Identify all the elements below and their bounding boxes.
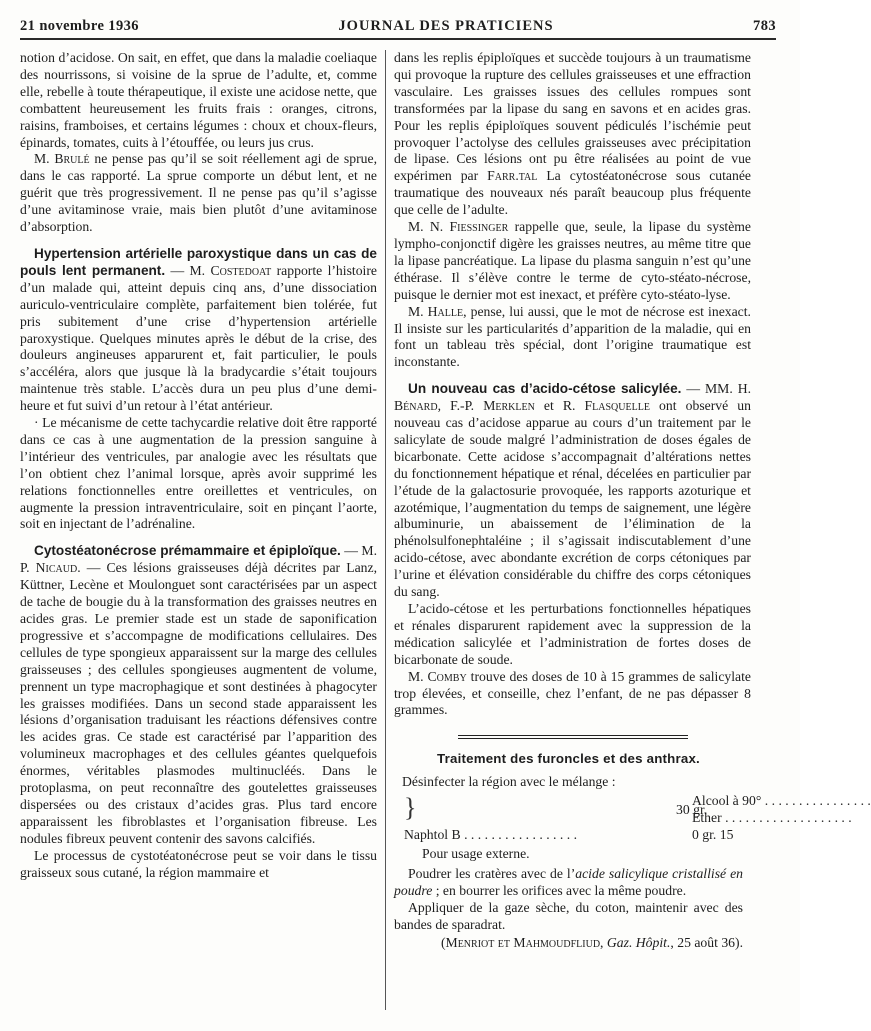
leader-dots: . . . . . . . . . . . . . . . . . [460, 826, 577, 842]
citation [394, 935, 743, 952]
author-name: M. Comby [408, 668, 467, 684]
paragraph [394, 219, 751, 304]
step-text: Poudrer les cratères avec de l’ [408, 865, 576, 881]
author-name: M. Halle [408, 303, 464, 319]
paragraph [20, 151, 377, 236]
prescription-title: Traitement des furoncles et des anthrax. [437, 751, 700, 767]
section-acido-cetose [394, 381, 751, 601]
paragraph [394, 50, 751, 219]
paragraph: L’acido-cétose et les perturbations fonctionnelles hépatiques et rénales disparurent rapidement avec la suppression de la médication salicylée et l’administration de fortes doses de bicarbonate de soude. [394, 601, 751, 667]
citation-date: , 25 août 36). [670, 935, 743, 951]
prescription-step: Appliquer de la gaze sèche, du coton, maintenir avec des bandes de sparadrat. [394, 899, 743, 932]
section-separator [458, 735, 688, 739]
paragraph-text: rappelle que, seule, la lipase du système lympho-conjonctif digère les graisses neutres, au même titre que la lipase pancréatique. La lipase du plasma sanguin n’est qu’une éthérase. Il s’élève contre le terme de cyto-stéato-nécrose, puisque le dernier mot est inexact, et préfère cyto-stéato-lyse. [394, 219, 752, 302]
paragraph-text: trouve des doses de 10 à 15 grammes de salicylate trop élevées, et conseille, chez l’enfant, de ne pas dépasser 8 grammes. [394, 668, 751, 718]
author-name: M. Brulé [34, 151, 90, 167]
section-hypertension [20, 246, 377, 415]
page-header [20, 14, 776, 40]
dash: — [165, 262, 190, 278]
author-name: M. N. Fiessinger [408, 219, 509, 235]
leader-dots: . . . . . . . . . . . . . . . . . . . [721, 810, 852, 826]
paragraph-text: dans les replis épiploïques et succède toujours à un traumatisme qui provoque la rupture des cellules graisseuses et une effraction vasculaire. Les graisses issues des cellules rompues sont transformées par la lipase du sang en savons et en acides gras. Pour les replis épiploïques souvent pédiculés l’ischémie peut provoquer l’actolyse des cellules graisseuses avec précipitation de lipase. Ces lésions ont pu être réalisées au point de vue expérimen par [394, 50, 751, 184]
leader-dots: . . . . . . . . . . . . . . . . [761, 793, 871, 809]
step-emphasis: acide salicylique cristallisé en poudre [394, 865, 744, 898]
header-date: 21 novembre 1936 [20, 17, 139, 34]
prescription-box [394, 751, 871, 952]
author-names: H. Bénard, F.-P. Merklen [394, 381, 751, 414]
paragraph: notion d’acidose. On sait, en effet, que dans la maladie coeliaque des nourrissons, si voisine de la sprue de l’adulte, et, comme elle, rebelle à toute thérapeutique, il existe une acidose nette, que combattent heureusement les fruits frais : oranges, citrons, raisins, framboises, et certains légumes : choux et choux-fleurs, épinards, tomates, cuits à l’étouffée, ou leurs jus crus. [20, 50, 377, 150]
paragraph-text: , pense, lui aussi, que le mot de nécrose est inexact. Il insiste sur les particularités d’apparition de la maladie, qui en font un tableau très spécial, dont l’origine traumatique est inconstante. [394, 303, 751, 370]
paragraph-text: ont observé un nouveau cas d’acidose apparue au cours d’un traitement par le salicylate de soude malgré l’administration de doses égales de bicarbonate. Cette acidose s’accompagnait d’altérations nettes du fonctionnement hépatique et rénal, décelées en particulier par l’étude de la galactosurie provoquée, les rapports azoturique et azotémique, l’augmentation du temps de saignement, une légère albuminurie, un abaissement de l’élimination de la phénolsulfonephtaléine ; il s’agissait indiscutablement d’une acido-cétose, avec abondante excrétion de corps cétoniques par l’urine et élévation considérable du chiffre des corps cétoniques du sang. [394, 398, 751, 600]
citation-authors: Menriot et Mahmoudfliud [445, 935, 601, 951]
ingredient-list [404, 793, 871, 844]
step-text: ; en bourrer les orifices avec la même poudre. [432, 882, 687, 898]
author-name: R. Flasquelle [562, 398, 650, 414]
paragraph-text: rapporte l’histoire d’un malade qui, atteint depuis cinq ans, d’une dissociation auriculo-ventriculaire complète, parfaitement bien tolérée, fut pris subitement d’une crise d’hypertension artérielle paroxystique. Quelques minutes après le début de la crise, des douleurs angineuses apparurent et, fait particulier, le pouls s’accéléra, alors que jusque là la bradycardie s’était toujours maintenue très stable. L’accès dura un peu plus d’une demi-heure et fut suivi d’un retour à l’état antérieur. [20, 262, 377, 414]
prescription-step [394, 866, 743, 900]
usage-note: Pour usage externe. [422, 845, 530, 861]
paragraph [394, 304, 751, 372]
author-name: Farr.tal [487, 168, 538, 184]
ingredient-name: Ether [692, 810, 722, 826]
dash: — [340, 543, 362, 559]
section-title: Hypertension artérielle paroxystique dans un cas de pouls lent permanent. [20, 245, 377, 278]
spacer [676, 827, 692, 844]
ingredient-dose: 0 gr. 15 [692, 826, 734, 842]
paragraph [394, 669, 751, 720]
paragraph-text: La cytostéatonécrose sous cutanée traumatique des nouveaux nés paraît beaucoup plus fréquente que celle de l’adulte. [394, 168, 752, 218]
author-name: M. P. Nicaud [20, 543, 377, 576]
section-title: Un nouveau cas d’acido-cétose salicylée. [408, 381, 682, 397]
ingredient-ether [692, 810, 852, 827]
paragraph: · Le mécanisme de cette tachycardie relative doit être rapporté dans ce cas à une augmentation de la pression sanguine à l’intérieur des ventricules, par analogie avec les résultats que l’on obtient chez l’animal lorsque, après avoir supprimé les relations fonctionnelles entre oreillettes et ventricules, on augmente la pression intraventriculaire, soit en pinçant l’aorte, soit en injectant de l’adrénaline. [20, 415, 377, 532]
journal-title: JOURNAL DES PRATICIENS [338, 17, 554, 34]
conjunction: et [534, 398, 563, 414]
left-column [20, 50, 377, 882]
ingredient-name: Alcool à 90° [692, 793, 762, 809]
column-divider [385, 50, 386, 1010]
paragraph: Le processus de cystotéatonécrose peut se voir dans le tissu graisseux sous cutané, la région mammaire et [20, 847, 377, 880]
page-number: 783 [753, 17, 776, 34]
prescription-intro: Désinfecter la région avec le mélange : [402, 774, 616, 790]
citation-journal: Gaz. Hôpit. [606, 935, 671, 951]
right-column [394, 50, 871, 952]
brace: } [404, 793, 417, 823]
section-cytosteatonecrose [20, 543, 377, 847]
author-name: M. Costedoat [189, 262, 272, 278]
ingredient-dose: 30 gr. [676, 801, 708, 817]
comma: , [600, 935, 607, 951]
ingredient-name: Naphtol B [404, 826, 461, 842]
dash: — MM. [681, 381, 738, 397]
ingredient-naphtol [404, 827, 676, 844]
paren: ( [440, 935, 446, 951]
section-title: Cytostéatonécrose prémammaire et épiploïque. [34, 543, 341, 559]
paragraph-text: . — Ces lésions graisseuses déjà décrites par Lanz, Küttner, Lecène et Moulonguet sont caractérisées par un aspect de tache de bougie du à la transformation des graisses neutres en acides gras. Le premier stade est un stade de saponification progressive et s’accompagne de modifications cellulaires. Des cellules de type spongieux apparaissent sur la marge des cellules graisseuses ; des cellules spongieuses augmentent de volume, prennent un type macrophagique et sont destinées à phagocyter les graisses modifiées. Dans un second stade apparaissent les lésions d’organisation traduisant les réactions défensives contre les acides gras. Ce stade est caractérisé par l’apparition des volumineux macrophages et des cellules géantes quelquefois énormes, véritables plasmodes multinucléés. Dans le protoplasma, on peut reconnaître des goutelettes graisseuses dispersées ou des cristaux d’acides gras. Plus tard encore apparaissent les fibroblastes et l’organisation fibreuse. Les nodules fibreux peuvent contenir des savons calcifiés. [20, 560, 377, 846]
paragraph-text: ne pense pas qu’il se soit réellement agi de sprue, dans le cas rapporté. La sprue comporte un début lent, et ne guérit que très progressivement. Il ne pense pas qu’il s’agisse d’une avitaminose vraie, mais bien plutôt d’une avitaminose d’absorption. [20, 151, 377, 235]
